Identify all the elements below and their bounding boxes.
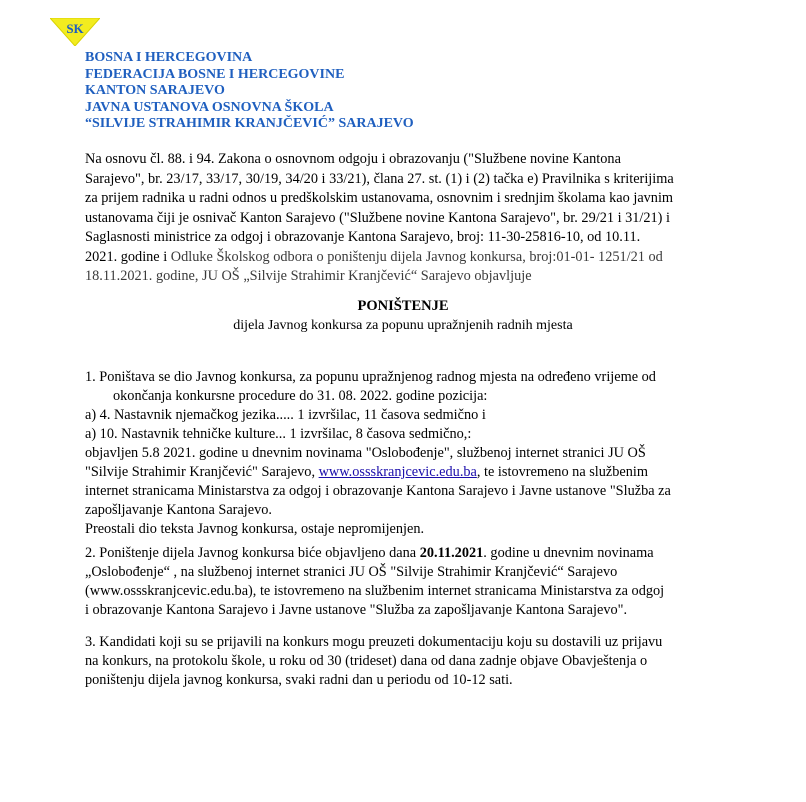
section-1-line: Preostali dio teksta Javnog konkursa, ostaje nepromijenjen. [85,521,425,537]
intro-line: Sarajevo", br. 23/17, 33/17, 30/19, 34/20 i 33/21), člana 27. st. (1) i (2) tačka e) Pravilnika s kriterijima [85,170,674,187]
section-1-line: okončanja konkursne procedure do 31. 08. 2022. godine pozicija: [113,388,488,404]
intro-line: Na osnovu čl. 88. i 94. Zakona o osnovnom odgoju i obrazovanju ("Službene novine Kantona [85,151,621,167]
section-2-line: i obrazovanje Kantona Sarajevo i Javne ustanove "Služba za zapošljavanje Kantona Sarajevo". [85,602,628,618]
section-1 [85,368,725,539]
school-website-link[interactable]: www.ossskranjcevic.edu.ba [318,464,477,480]
section-1-line: a) 4. Nastavnik njemačkog jezika..... 1 izvršilac, 11 časova sedmično i [85,407,486,423]
section-3 [85,633,725,690]
section-1-line: a) 10. Nastavnik tehničke kulture... 1 izvršilac, 8 časova sedmično,: [85,426,472,442]
section-1-line: internet stranicama Ministarstva za odgoj i obrazovanje Kantona Sarajevo i Javne ustanove "Služba za [85,483,671,499]
section-1-line: objavljen 5.8 2021. godine u dnevnim novinama "Oslobođenje", službenoj internet stranici JU OŠ [85,445,646,461]
section-1-line: 1. Poništava se dio Javnog konkursa, za popunu upražnjenog radnog mjesta na određeno vrijeme od [85,369,656,385]
section-2 [85,544,725,620]
section-3-line: na konkurs, na protokolu škole, u roku od 30 (trideset) dana od dana zadnje objave Obavještenja o [85,653,648,669]
logo-text: SK [66,21,84,36]
section-2-line [85,544,725,563]
header-line-institution: JAVNA USTANOVA OSNOVNA ŠKOLA [85,99,334,115]
publication-date: 20.11.2021 [419,545,484,561]
section-1-text: "Silvije Strahimir Kranjčević" Sarajevo, [85,464,319,480]
section-3-line: poništenju dijela javnog konkursa, svaki radni dan u periodu od 10-12 sati. [85,672,513,688]
header-line-school: “SILVIJE STRAHIMIR KRANJČEVIĆ” SARAJEVO [85,116,414,131]
school-logo [50,18,100,46]
intro-line: za prijem radnika u radni odnos u predškolskim ustanovama, osnovnim i srednjim školama kao javnim [85,190,674,206]
intro-text: Odluke Školskog odbora o poništenju dijela Javnog konkursa, broj:01-01- 1251/21 od [170,248,663,265]
intro-line: ustanovama čiji je osnivač Kanton Sarajevo ("Službene novine Kantona Sarajevo", br. 29/21 i 31/21) i [85,209,670,226]
section-2-text: 2. Poništenje dijela Javnog konkursa biće objavljeno dana [85,545,420,561]
intro-line [85,248,725,268]
section-2-line: (www.ossskranjcevic.edu.ba), te istovremeno na službenim internet stranicama Ministarstva za odgoj [85,583,665,599]
section-1-line [85,463,725,482]
section-3-line: 3. Kandidati koji su se prijavili na konkurs mogu preuzeti dokumentaciju koju su dostavili uz prijavu [85,634,663,650]
intro-paragraph [85,150,725,287]
document-title: PONIŠTENJE [357,298,449,314]
section-1-text: , te istovremeno na službenim [476,464,649,480]
header-line-federation: FEDERACIJA BOSNE I HERCEGOVINE [85,66,345,82]
intro-line: 18.11.2021. godine, JU OŠ „Silvije Strahimir Kranjčević“ Sarajevo objavljuje [85,268,532,284]
intro-text: 2021. godine i [85,248,171,265]
header-line-canton: KANTON SARAJEVO [85,83,225,98]
section-2-text: . godine u dnevnim novinama [483,545,654,561]
section-2-line: „Oslobođenje“ , na službenoj internet stranici JU OŠ "Silvije Strahimir Kranjčević“ Sarajevo [85,564,618,580]
section-1-line: zapošljavanje Kantona Sarajevo. [85,502,272,518]
institution-header [85,50,414,133]
intro-line: Saglasnosti ministrice za odgoj i obrazovanje Kantona Sarajevo, broj: 11-30-25816-10, od 10.11. [85,229,641,245]
header-line-country: BOSNA I HERCEGOVINA [85,50,253,65]
document-subtitle: dijela Javnog konkursa za popunu upražnjenih radnih mjesta [233,318,573,333]
